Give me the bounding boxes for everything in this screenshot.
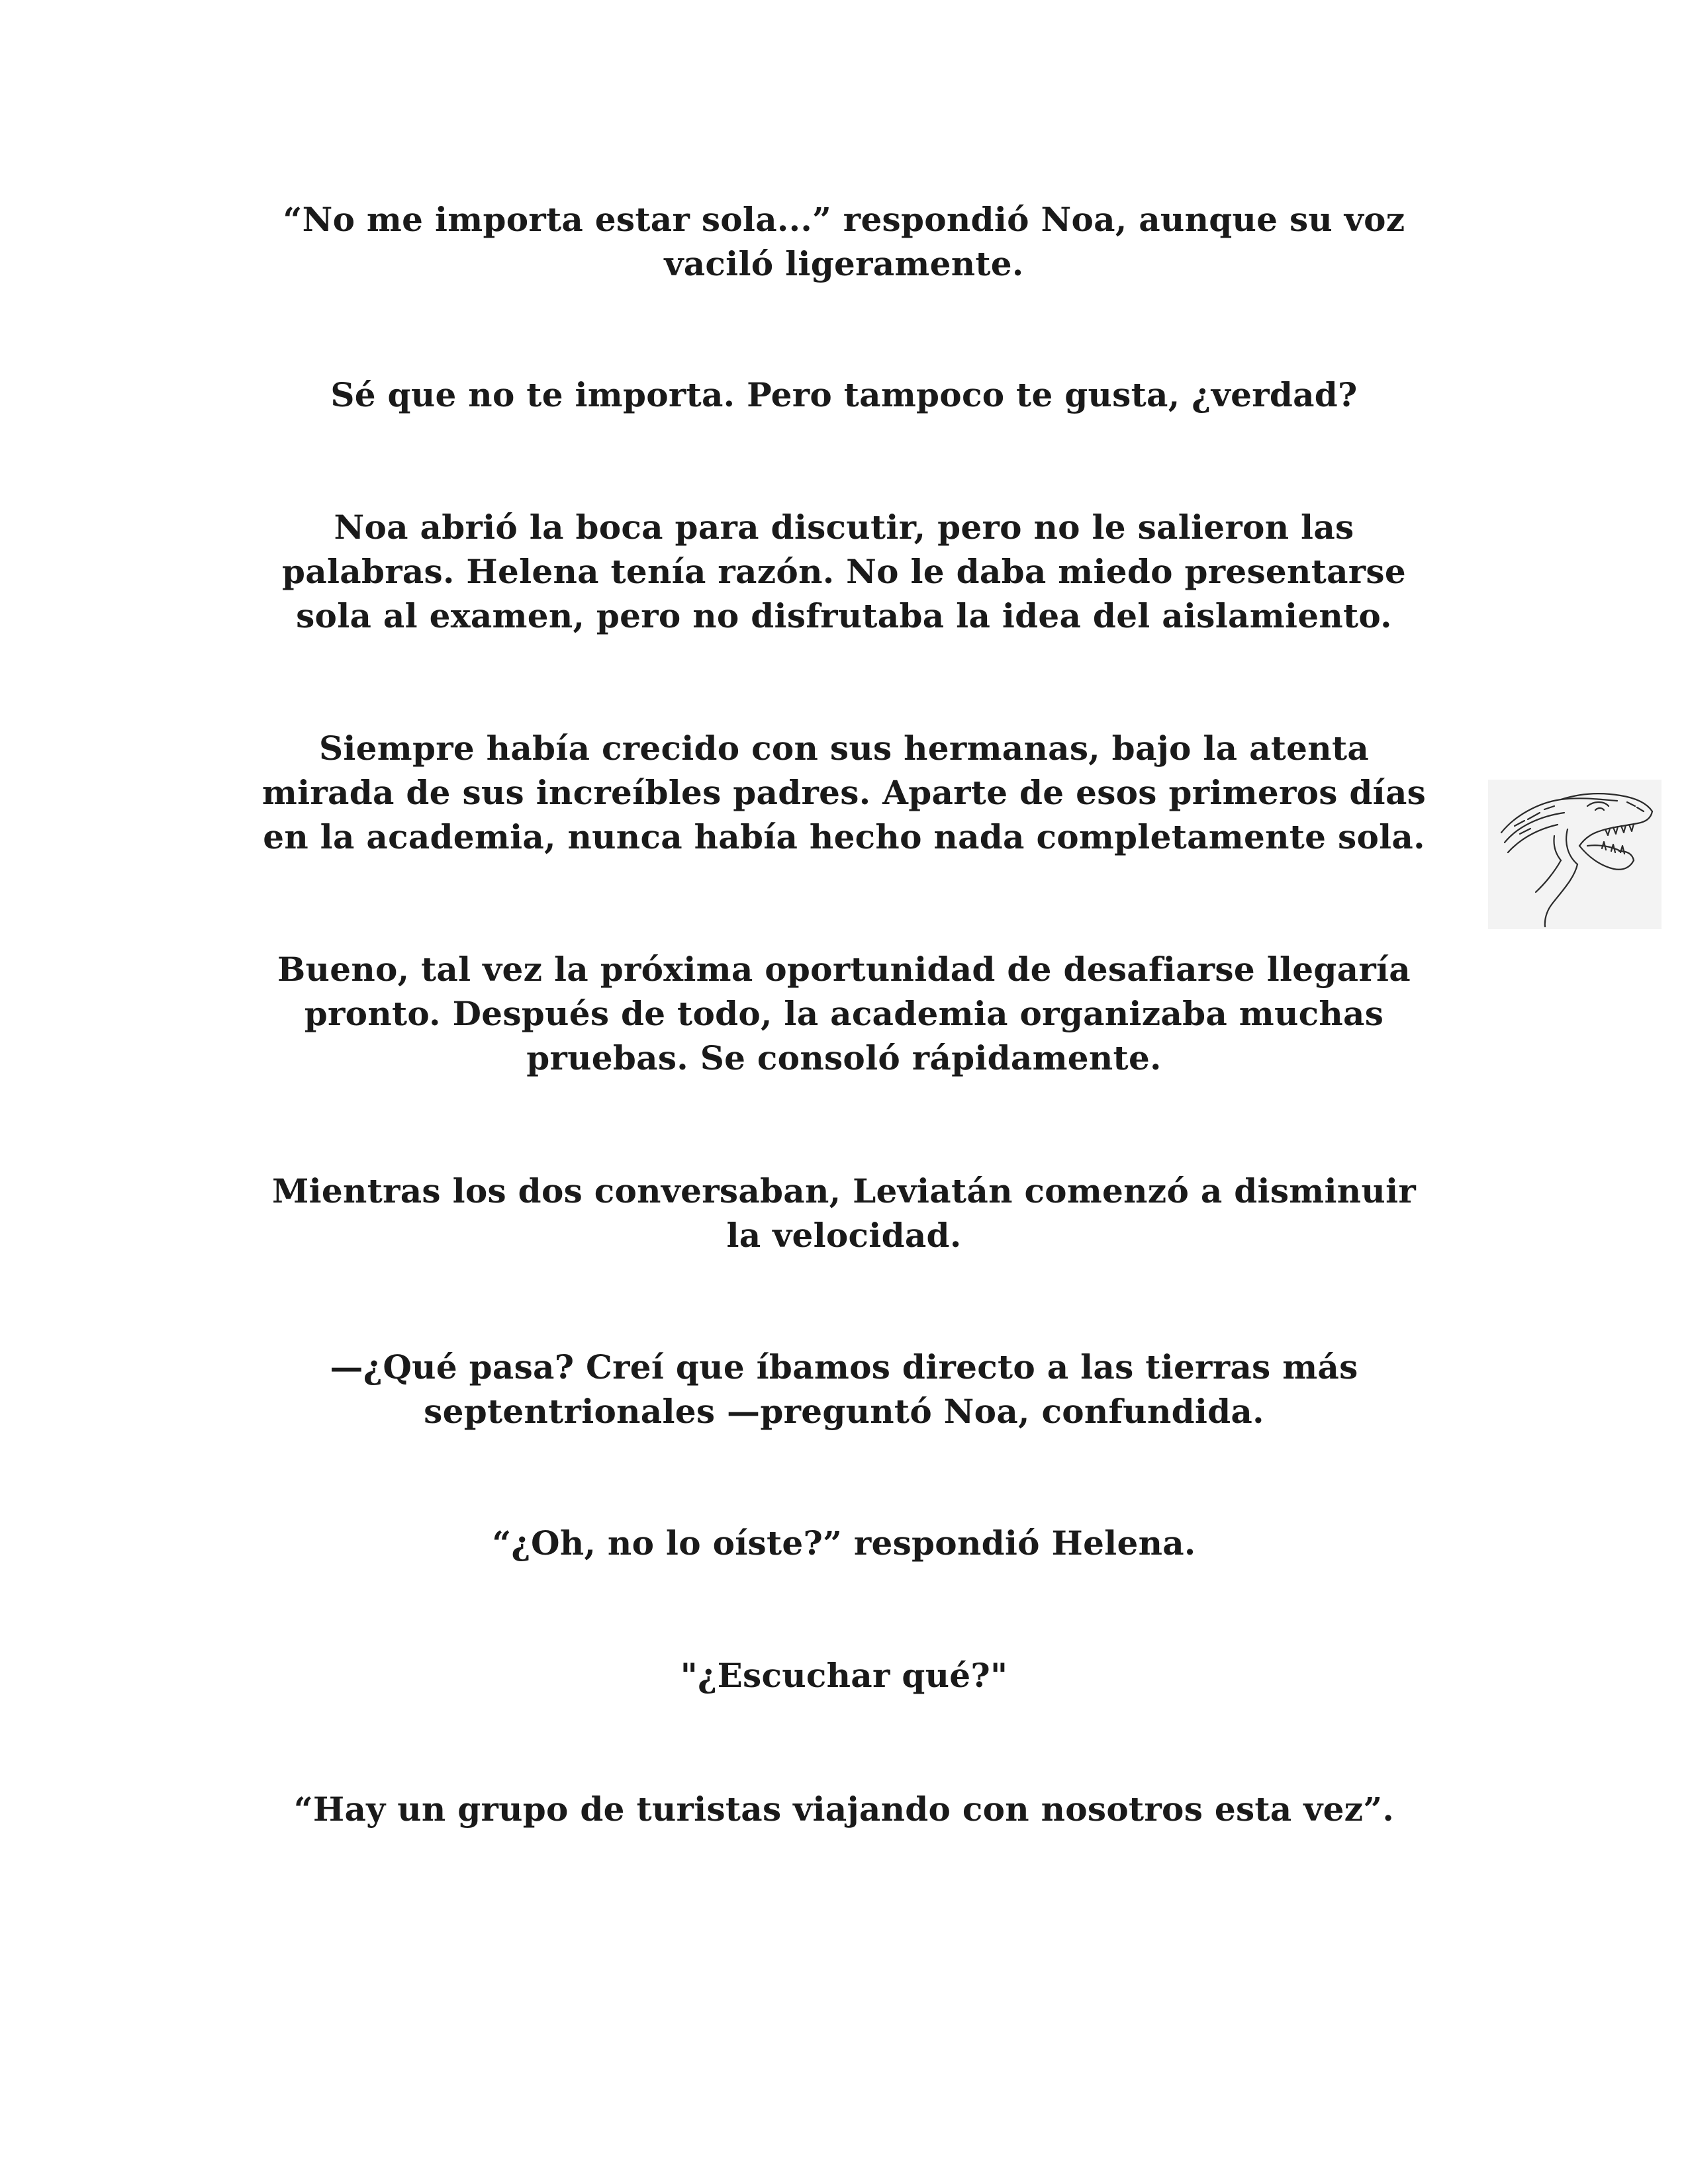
paragraph-9: "¿Escuchar qué?" <box>680 1656 1008 1695</box>
paragraph-7: —¿Qué pasa? Creí que íbamos directo a las tierras más septentrionales —preguntó Noa, confundida. <box>330 1347 1358 1431</box>
paragraph-6: Mientras los dos conversaban, Leviatán comenzó a disminuir la velocidad. <box>271 1171 1417 1255</box>
paragraph-3: Noa abrió la boca para discutir, pero no le salieron las palabras. Helena tenía razón. No le daba miedo presentarse sola al examen, pero no disfrutaba la idea del aislamiento. <box>282 508 1406 635</box>
paragraph-10: “Hay un grupo de turistas viajando con nosotros esta vez”. <box>293 1790 1395 1829</box>
dinosaur-sketch-icon <box>1488 780 1662 929</box>
paragraph-1: “No me importa estar sola...” respondió Noa, aunque su voz vaciló ligeramente. <box>283 200 1405 283</box>
paragraph-4: Siempre había crecido con sus hermanas, bajo la atenta mirada de sus increíbles padres. Aparte de esos primeros días en la academia, nunca había hecho nada completamente sola. <box>261 729 1427 856</box>
paragraph-2: Sé que no te importa. Pero tampoco te gusta, ¿verdad? <box>330 375 1358 414</box>
paragraph-5: Bueno, tal vez la próxima oportunidad de desafiarse llegaría pronto. Después de todo, la academia organizaba muchas pruebas. Se consoló rápidamente. <box>277 950 1411 1077</box>
paragraph-8: “¿Oh, no lo oíste?” respondió Helena. <box>492 1524 1196 1563</box>
